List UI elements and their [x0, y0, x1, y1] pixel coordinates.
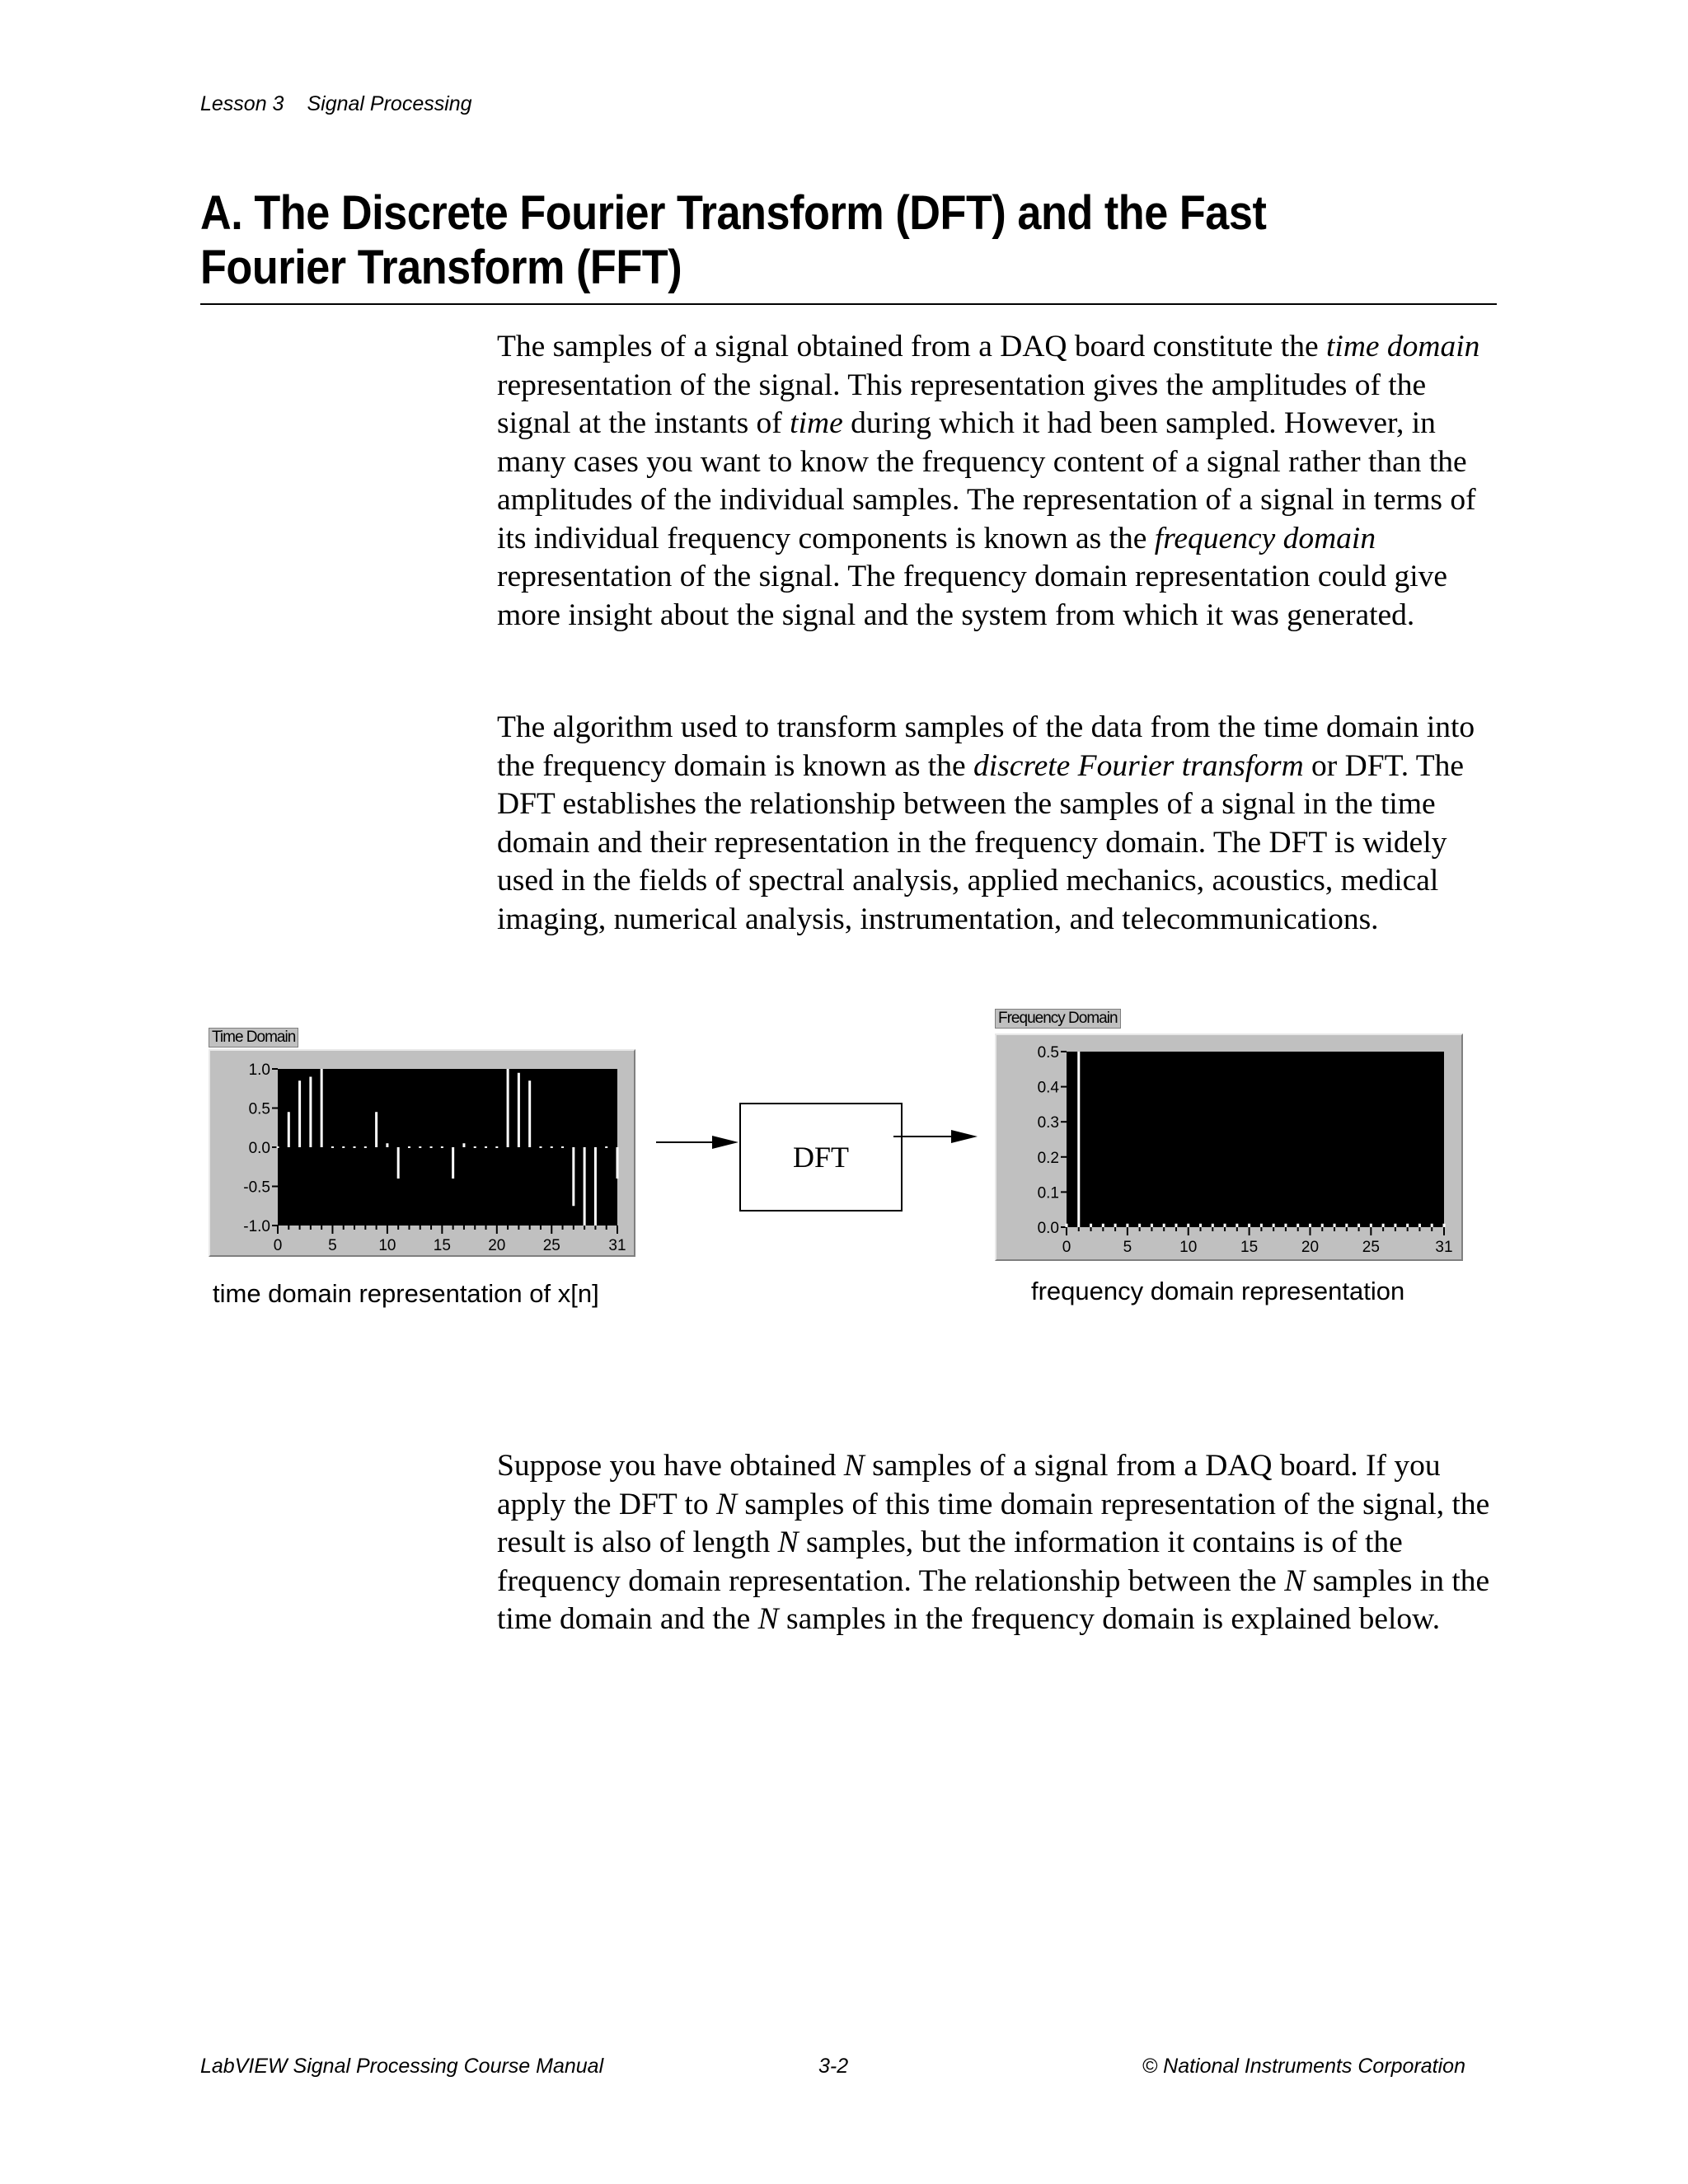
bar-16	[452, 1147, 454, 1179]
bar-15	[1248, 1224, 1250, 1227]
bar-5	[1126, 1224, 1128, 1227]
frequency-domain-chart	[995, 1033, 1463, 1261]
y-tick-label: 0.2	[1037, 1149, 1059, 1167]
bar-30	[605, 1146, 607, 1148]
bar-21	[507, 1069, 509, 1147]
x-tick-label: 20	[488, 1237, 506, 1254]
bar-23	[528, 1080, 531, 1147]
dft-block-label: DFT	[792, 1141, 849, 1174]
bar-0	[277, 1146, 279, 1148]
bar-16	[1260, 1224, 1263, 1227]
paragraph-text: representation of the signal. This representation gives the amplitudes of the signal at the instants of	[497, 368, 1427, 440]
paragraph-text: samples of this time domain representation of the signal, the result is also of length	[497, 1487, 1490, 1559]
bar-23	[1345, 1224, 1348, 1227]
bar-7	[354, 1146, 356, 1148]
bar-19	[485, 1146, 487, 1148]
bar-27	[1394, 1224, 1396, 1227]
frequency-domain-graph-label: Frequency Domain	[995, 1009, 1121, 1029]
bar-9	[375, 1112, 377, 1147]
y-tick-label: 1.0	[248, 1062, 270, 1079]
paragraph-text: samples in the frequency domain is explained below.	[778, 1602, 1441, 1636]
paragraph-n-samples	[497, 1447, 1503, 1639]
bar-21	[1321, 1224, 1324, 1227]
emphasis-text: N	[757, 1602, 779, 1636]
header-section: Signal Processing	[307, 92, 472, 115]
bar-22	[1334, 1224, 1336, 1227]
y-tick-label: -1.0	[243, 1218, 270, 1235]
bar-28	[1406, 1224, 1409, 1227]
bar-7	[1151, 1224, 1153, 1227]
bar-24	[539, 1146, 542, 1148]
bar-2	[1090, 1224, 1092, 1227]
dft-block	[739, 1103, 903, 1212]
header-lesson: Lesson 3	[200, 92, 284, 115]
emphasis-text: N	[715, 1487, 737, 1521]
bar-19	[1296, 1224, 1299, 1227]
bar-14	[430, 1146, 433, 1148]
bar-6	[342, 1146, 345, 1148]
bar-5	[331, 1146, 334, 1148]
bar-10	[1187, 1224, 1189, 1227]
x-tick-label: 5	[1123, 1239, 1132, 1256]
bar-18	[474, 1146, 476, 1148]
bar-29	[594, 1147, 597, 1226]
emphasis-text: N	[843, 1449, 865, 1483]
bar-3	[309, 1077, 312, 1148]
bar-28	[584, 1147, 586, 1226]
x-tick-label: 0	[1062, 1239, 1071, 1256]
bar-30	[1431, 1224, 1433, 1227]
paragraph-text: The samples of a signal obtained from a DAQ board constitute the	[497, 330, 1326, 363]
paragraph-dft-algorithm	[497, 709, 1503, 939]
bar-0	[1066, 1224, 1068, 1227]
paragraph-time-domain	[497, 328, 1503, 635]
x-tick-label: 0	[273, 1237, 283, 1254]
paragraph-text: Suppose you have obtained	[497, 1449, 844, 1483]
paragraph-text: representation of the signal. The frequency domain representation could give more insight about the signal and the system from which it was generated.	[497, 560, 1448, 632]
bar-22	[518, 1073, 520, 1147]
time-domain-graph-label: Time Domain	[209, 1028, 298, 1047]
emphasis-text: N	[777, 1526, 799, 1559]
bar-29	[1418, 1224, 1421, 1227]
y-tick-label: -0.5	[243, 1179, 270, 1197]
output-arrow	[890, 1124, 981, 1149]
paragraph-text: samples, but the information it contains is of the frequency domain representation. The relationship between the	[497, 1526, 1403, 1598]
bar-8	[1163, 1224, 1165, 1227]
bar-31	[617, 1147, 619, 1179]
paragraph-text: or DFT. The DFT establishes the relationship between the samples of a signal in the time domain and their representation in the frequency domain. The DFT is widely used in the fields of spectral analysis, applied mechanics, acoustics, medical imaging, numerical analysis, instrumentation, and telecommunications.	[497, 748, 1465, 936]
bar-11	[1199, 1224, 1202, 1227]
bar-17	[462, 1143, 465, 1147]
x-tick-label: 31	[1435, 1239, 1453, 1256]
x-tick-label: 10	[378, 1237, 396, 1254]
bar-26	[561, 1146, 564, 1148]
time-domain-chart	[209, 1049, 635, 1257]
time-domain-caption: time domain representation of x[n]	[213, 1279, 599, 1308]
y-tick-label: 0.5	[248, 1100, 270, 1118]
emphasis-text: time	[790, 406, 843, 440]
bar-2	[298, 1080, 301, 1147]
x-tick-label: 25	[1362, 1239, 1380, 1256]
bar-9	[1175, 1224, 1177, 1227]
bar-8	[364, 1146, 367, 1148]
paragraph-text: The algorithm used to transform samples of the data from the time domain into the frequency domain is known as the	[497, 710, 1475, 783]
bar-25	[551, 1146, 553, 1148]
bar-6	[1138, 1224, 1141, 1227]
bar-20	[495, 1146, 498, 1148]
footer-copyright: © National Instruments Corporation	[1142, 2055, 1465, 2078]
bar-11	[397, 1147, 400, 1179]
x-tick-label: 20	[1301, 1239, 1320, 1256]
bar-20	[1309, 1224, 1311, 1227]
footer-manual-title: LabVIEW Signal Processing Course Manual	[200, 2055, 604, 2078]
x-tick-label: 31	[608, 1237, 626, 1254]
emphasis-text: frequency domain	[1154, 521, 1376, 555]
bar-17	[1273, 1224, 1275, 1227]
bar-4	[321, 1069, 323, 1147]
footer-page-number: 3-2	[818, 2055, 849, 2078]
bar-3	[1102, 1224, 1104, 1227]
emphasis-text: discrete Fourier transform	[973, 748, 1304, 783]
paragraph-text: during which it had been sampled. However, in many cases you want to know the frequency content of a signal rather than the amplitudes of the individual samples. The representation of a signal in terms of its individual frequency components is known as the	[497, 406, 1476, 555]
paragraph-text: samples of a signal from a DAQ board. If you apply the DFT to	[497, 1449, 1441, 1521]
bar-10	[386, 1143, 388, 1147]
emphasis-text: time domain	[1325, 330, 1480, 363]
bar-13	[1224, 1224, 1226, 1227]
title-rule	[200, 303, 1497, 305]
bar-1	[1077, 1052, 1080, 1227]
bar-15	[441, 1146, 443, 1148]
section-title: A. The Discrete Fourier Transform (DFT) and the Fast Fourier Transform (FFT)	[200, 186, 1267, 294]
x-tick-label: 15	[433, 1237, 451, 1254]
frequency-domain-caption: frequency domain representation	[1031, 1277, 1405, 1305]
plot-area	[1067, 1052, 1444, 1227]
bar-13	[419, 1146, 421, 1148]
bar-24	[1357, 1224, 1360, 1227]
bar-12	[408, 1146, 410, 1148]
input-arrow	[651, 1129, 742, 1154]
y-tick-label: 0.3	[1037, 1114, 1059, 1132]
emphasis-text: N	[1284, 1563, 1306, 1598]
x-tick-label: 10	[1179, 1239, 1198, 1256]
bar-25	[1370, 1224, 1372, 1227]
bar-4	[1114, 1224, 1117, 1227]
bar-27	[572, 1147, 574, 1206]
x-tick-label: 5	[328, 1237, 337, 1254]
bar-1	[288, 1112, 290, 1147]
x-tick-label: 25	[542, 1237, 560, 1254]
bar-18	[1284, 1224, 1287, 1227]
bar-26	[1382, 1224, 1385, 1227]
bar-12	[1212, 1224, 1214, 1227]
x-tick-label: 15	[1240, 1239, 1259, 1256]
y-tick-label: 0.5	[1037, 1044, 1059, 1062]
paragraph-text: samples in the time domain and the	[497, 1563, 1490, 1636]
y-tick-label: 0.0	[1037, 1220, 1059, 1237]
running-header	[200, 92, 472, 116]
y-tick-label: 0.4	[1037, 1079, 1059, 1097]
y-tick-label: 0.0	[248, 1140, 270, 1157]
bar-31	[1443, 1224, 1446, 1227]
bar-14	[1236, 1224, 1238, 1227]
plot-area	[278, 1069, 617, 1226]
y-tick-label: 0.1	[1037, 1184, 1059, 1202]
